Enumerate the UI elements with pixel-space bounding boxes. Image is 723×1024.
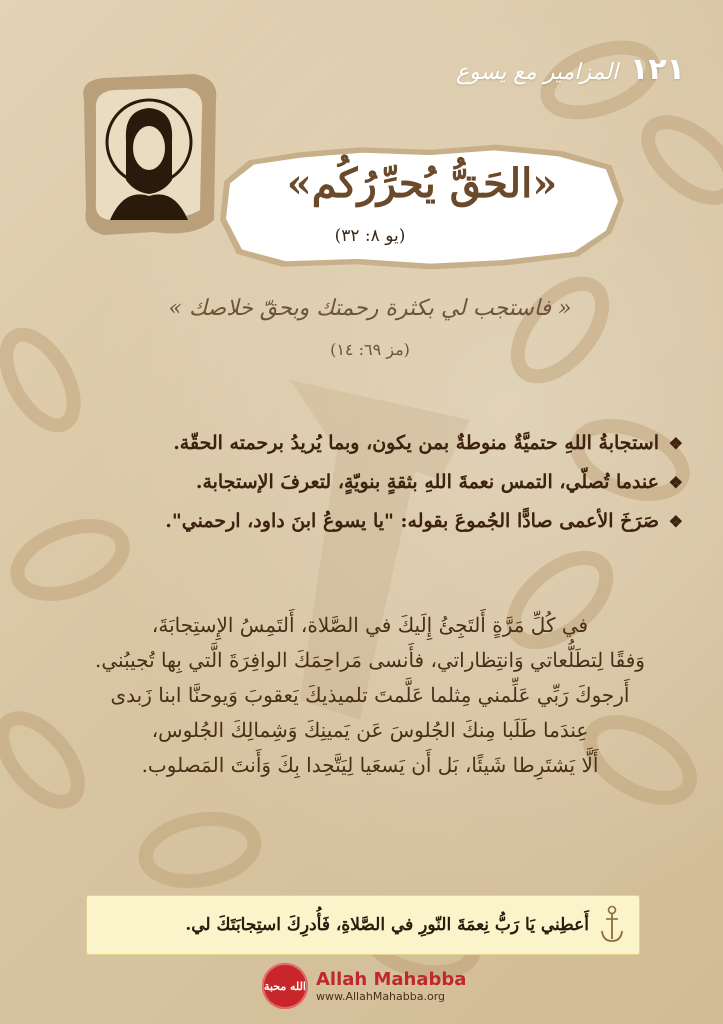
logo-name: Allah Mahabba — [316, 969, 467, 990]
series-title: المزامير مع يسوع — [455, 60, 619, 85]
key-point: ❖استجابةُ اللهِ حتميَّةٌ منوطةٌ بمن يكون، وبما يُريدُ برحمته الحقّة. — [43, 424, 683, 463]
psalm-verse: « فاستجب لي بكثرة رحمتك وبحقّ خلاصك » — [168, 296, 572, 321]
key-point: ❖صَرَخَ الأعمى صادًّا الجُموعَ بقوله: "يا يسوعُ ابنَ داود، ارحمني". — [43, 502, 683, 541]
diamond-bullet-icon: ❖ — [668, 473, 683, 492]
diamond-bullet-icon: ❖ — [668, 434, 683, 453]
diamond-bullet-icon: ❖ — [668, 512, 683, 531]
prayer-line: أَلَّا يَشتَرِطا شَيئًا، بَل أَن يَسعَيا لِيَتَّحِدا بِكَ وَأَنتَ المَصلوب. — [141, 753, 599, 777]
logo-url[interactable]: www.AllahMahabba.org — [316, 990, 446, 1003]
closing-prayer-box — [86, 895, 640, 955]
prayer-line: وَفقًا لِتطَلُّعاتي وَانتِظاراتي، فأَنسى مَراحِمَكَ الوافِرَةَ الَّتي بِها تُجيبُني. — [95, 648, 645, 672]
christ-icon-portrait — [74, 70, 224, 240]
prayer-line: أَرجوكَ رَبِّي عَلِّمني مِثلما عَلَّمتَ تلميذيكَ يَعقوبَ وَيوحنَّا ابنا زَبدى — [110, 683, 630, 707]
key-points — [43, 424, 683, 541]
site-logo[interactable] — [262, 958, 472, 1014]
anchor-icon — [599, 905, 625, 945]
main-title: «الحَقُّ يُحرِّرُكُم» — [286, 160, 558, 207]
psalm-reference: (مز ٦٩: ١٤) — [330, 340, 410, 359]
prayer-paragraph — [70, 608, 670, 783]
closing-prayer: أَعطِني يَا رَبُّ نِعمَةَ النّورِ في الصَّلاةِ، فَأُدرِكَ استِجابَتَكَ لي. — [185, 915, 589, 935]
episode-number: ١٢١ — [630, 52, 685, 87]
key-point: ❖عندما تُصلّي، التمس نعمةَ اللهِ بثقةٍ بنويّةٍ، لتعرفَ الإستجابة. — [43, 463, 683, 502]
prayer-line: في كُلِّ مَرَّةٍ أَلتَجِئُ إِلَيكَ في الصَّلاة، أَلتَمِسُ الإِستِجابَةَ، — [151, 613, 589, 637]
prayer-line: عِندَما طَلَبا مِنكَ الجُلوسَ عَن يَمينِكَ وَشِمالِكَ الجُلوس، — [151, 718, 589, 742]
series-header — [456, 52, 685, 87]
title-reference: (يو ٨: ٣٢) — [334, 226, 406, 246]
logo-text — [316, 969, 466, 1003]
logo-emblem: الله محبة — [262, 963, 308, 1009]
